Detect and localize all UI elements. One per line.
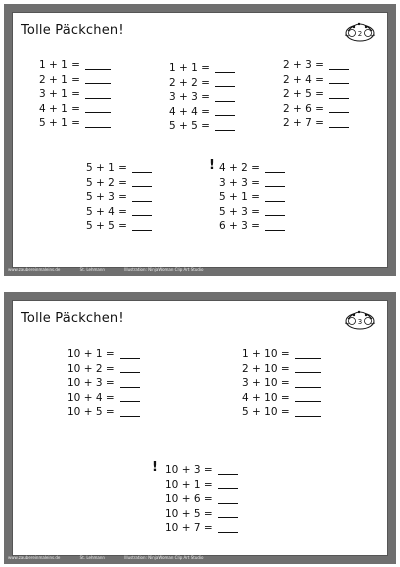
equation-row: 2 + 3 =: [283, 58, 349, 73]
equation-block-2: [169, 61, 235, 134]
equation-row: 2 + 5 =: [283, 87, 349, 102]
worksheet-card-2: [4, 292, 396, 564]
equation-row: 4 + 10 =: [242, 391, 321, 406]
ladybug-logo-icon: [343, 305, 377, 331]
equation-row: 5 + 1 =: [39, 116, 111, 131]
ladybug-logo-icon: [343, 17, 377, 43]
equation-row: 10 + 6 =: [165, 492, 238, 507]
answer-blank[interactable]: [85, 112, 111, 113]
equation-row: 10 + 7 =: [165, 521, 238, 536]
equation-row: 5 + 2 =: [86, 176, 152, 191]
equation-block-5: [219, 161, 285, 234]
footer-credits: [8, 555, 221, 563]
answer-blank[interactable]: [329, 69, 349, 70]
equation-row: 5 + 1 =: [219, 190, 285, 205]
equation-row: 4 + 2 =: [219, 161, 285, 176]
equation-row: 1 + 1 =: [39, 58, 111, 73]
equation-row: 6 + 3 =: [219, 219, 285, 234]
equation-row: 2 + 6 =: [283, 102, 349, 117]
equation-block-1: [39, 58, 111, 131]
equation-block-4: [86, 161, 152, 234]
footer-website: www.zaubereinmaleins.de: [8, 267, 61, 272]
equation-row: 10 + 1 =: [165, 478, 238, 493]
equation-row: 4 + 1 =: [39, 102, 111, 117]
equation-row: 10 + 5 =: [165, 507, 238, 522]
badge-number: 3: [357, 318, 363, 326]
equation-row: 10 + 3 =: [67, 376, 140, 391]
answer-blank[interactable]: [218, 517, 238, 518]
equation-row: 10 + 2 =: [67, 362, 140, 377]
equation-block-2: [242, 347, 321, 420]
equation-block-1: [67, 347, 140, 420]
equation-row: 1 + 10 =: [242, 347, 321, 362]
equation-row: 3 + 3 =: [169, 90, 235, 105]
equation-row: 5 + 5 =: [169, 119, 235, 134]
answer-blank[interactable]: [265, 172, 285, 173]
worksheet-page-2: [12, 300, 388, 556]
worksheet-title: Tolle Päckchen!: [21, 311, 124, 326]
equation-row: 2 + 1 =: [39, 73, 111, 88]
equation-row: 2 + 4 =: [283, 73, 349, 88]
answer-blank[interactable]: [215, 72, 235, 73]
equation-row: 10 + 1 =: [67, 347, 140, 362]
answer-blank[interactable]: [329, 112, 349, 113]
answer-blank[interactable]: [132, 215, 152, 216]
footer-credits: [8, 267, 221, 275]
answer-blank[interactable]: [215, 86, 235, 87]
equation-row: 5 + 10 =: [242, 405, 321, 420]
answer-blank[interactable]: [218, 474, 238, 475]
answer-blank[interactable]: [329, 83, 349, 84]
exclamation-mark: !: [152, 460, 158, 475]
answer-blank[interactable]: [120, 416, 140, 417]
answer-blank[interactable]: [120, 372, 140, 373]
answer-blank[interactable]: [120, 387, 140, 388]
answer-blank[interactable]: [132, 201, 152, 202]
answer-blank[interactable]: [295, 372, 321, 373]
equation-row: 5 + 1 =: [86, 161, 152, 176]
equation-row: 5 + 5 =: [86, 219, 152, 234]
equation-block-3: [283, 58, 349, 131]
equation-row: 10 + 3 =: [165, 463, 238, 478]
footer-author: St. Lehmann: [79, 555, 105, 560]
answer-blank[interactable]: [85, 83, 111, 84]
answer-blank[interactable]: [218, 503, 238, 504]
equation-row: 3 + 3 =: [219, 176, 285, 191]
footer-illustration: Illustration: NinjaWoman Clip Art Studio: [124, 267, 204, 272]
equation-row: 5 + 3 =: [219, 205, 285, 220]
answer-blank[interactable]: [329, 98, 349, 99]
answer-blank[interactable]: [329, 127, 349, 128]
answer-blank[interactable]: [218, 488, 238, 489]
equation-row: 3 + 10 =: [242, 376, 321, 391]
equation-row: 2 + 7 =: [283, 116, 349, 131]
answer-blank[interactable]: [85, 69, 111, 70]
answer-blank[interactable]: [120, 358, 140, 359]
answer-blank[interactable]: [215, 101, 235, 102]
answer-blank[interactable]: [295, 358, 321, 359]
equation-row: 1 + 1 =: [169, 61, 235, 76]
answer-blank[interactable]: [215, 115, 235, 116]
footer-illustration: Illustration: NinjaWoman Clip Art Studio: [124, 555, 204, 560]
exclamation-mark: !: [209, 158, 215, 173]
equation-row: 10 + 5 =: [67, 405, 140, 420]
equation-row: 2 + 10 =: [242, 362, 321, 377]
answer-blank[interactable]: [295, 387, 321, 388]
answer-blank[interactable]: [295, 401, 321, 402]
answer-blank[interactable]: [295, 416, 321, 417]
footer-website: www.zaubereinmaleins.de: [8, 555, 61, 560]
equation-block-3: [165, 463, 238, 536]
answer-blank[interactable]: [85, 98, 111, 99]
answer-blank[interactable]: [120, 401, 140, 402]
worksheet-title: Tolle Päckchen!: [21, 23, 124, 38]
answer-blank[interactable]: [265, 201, 285, 202]
answer-blank[interactable]: [265, 215, 285, 216]
answer-blank[interactable]: [132, 172, 152, 173]
equation-row: 5 + 3 =: [86, 190, 152, 205]
footer-author: St. Lehmann: [79, 267, 105, 272]
answer-blank[interactable]: [265, 230, 285, 231]
worksheet-card-1: [4, 4, 396, 276]
answer-blank[interactable]: [132, 186, 152, 187]
equation-row: 3 + 1 =: [39, 87, 111, 102]
answer-blank[interactable]: [265, 186, 285, 187]
equation-row: 5 + 4 =: [86, 205, 152, 220]
worksheet-page-1: [12, 12, 388, 268]
equation-row: 4 + 4 =: [169, 105, 235, 120]
badge-number: 2: [357, 30, 363, 38]
answer-blank[interactable]: [215, 130, 235, 131]
answer-blank[interactable]: [85, 127, 111, 128]
answer-blank[interactable]: [218, 532, 238, 533]
equation-row: 2 + 2 =: [169, 76, 235, 91]
equation-row: 10 + 4 =: [67, 391, 140, 406]
answer-blank[interactable]: [132, 230, 152, 231]
